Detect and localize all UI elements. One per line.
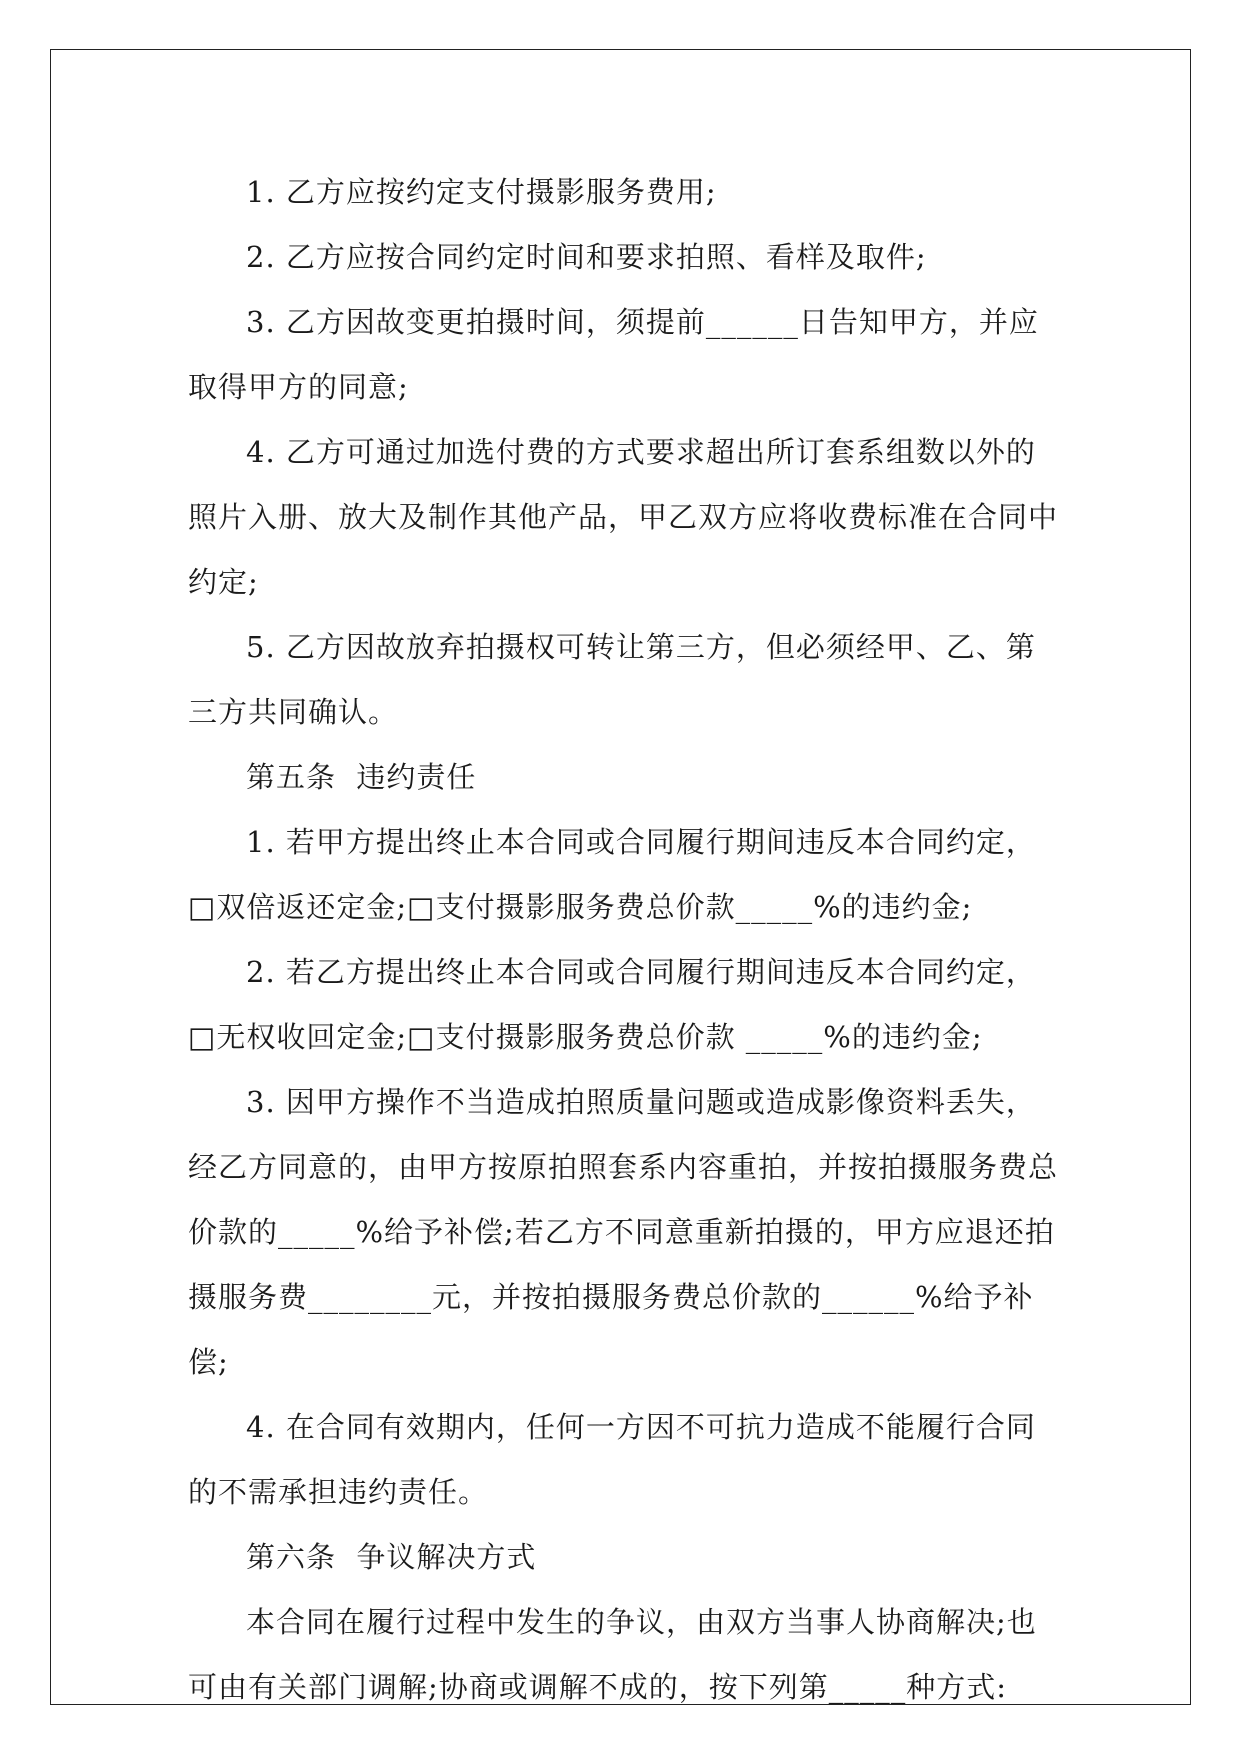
document-body (188, 160, 1058, 1720)
paragraph-5: 5. 乙方因故放弃拍摄权可转让第三方，但必须经甲、乙、第三方共同确认。 (188, 630, 1036, 729)
section-heading-6: 第六条 争议解决方式 (246, 1540, 537, 1574)
paragraph-10: 本合同在履行过程中发生的争议，由双方当事人协商解决;也可由有关部门调解;协商或调解不成的，按下列第_____种方式: (188, 1605, 1037, 1704)
paragraph-2: 2. 乙方应按合同约定时间和要求拍照、看样及取件; (246, 240, 927, 274)
section-heading-5: 第五条 违约责任 (246, 760, 477, 794)
paragraph-3: 3. 乙方因故变更拍摄时间，须提前______日告知甲方，并应取得甲方的同意; (188, 305, 1039, 404)
paragraph-6: 1. 若甲方提出终止本合同或合同履行期间违反本合同约定，□双倍返还定金;□支付摄影服务费总价款_____%的违约金; (188, 825, 1036, 924)
paragraph-9: 4. 在合同有效期内，任何一方因不可抗力造成不能履行合同的不需承担违约责任。 (188, 1410, 1036, 1509)
paragraph-4: 4. 乙方可通过加选付费的方式要求超出所订套系组数以外的照片入册、放大及制作其他产品，甲乙双方应将收费标准在合同中约定; (188, 435, 1059, 599)
paragraph-1: 1. 乙方应按约定支付摄影服务费用; (246, 175, 717, 209)
paragraph-8: 3. 因甲方操作不当造成拍照质量问题或造成影像资料丢失，经乙方同意的，由甲方按原拍照套系内容重拍，并按拍摄服务费总价款的_____%给予补偿;若乙方不同意重新拍摄的，甲方应退还拍摄服务费________元，并按拍摄服务费总价款的______%给予补偿; (188, 1085, 1059, 1379)
paragraph-7: 2. 若乙方提出终止本合同或合同履行期间违反本合同约定，□无权收回定金;□支付摄影服务费总价款 _____%的违约金; (188, 955, 1036, 1054)
